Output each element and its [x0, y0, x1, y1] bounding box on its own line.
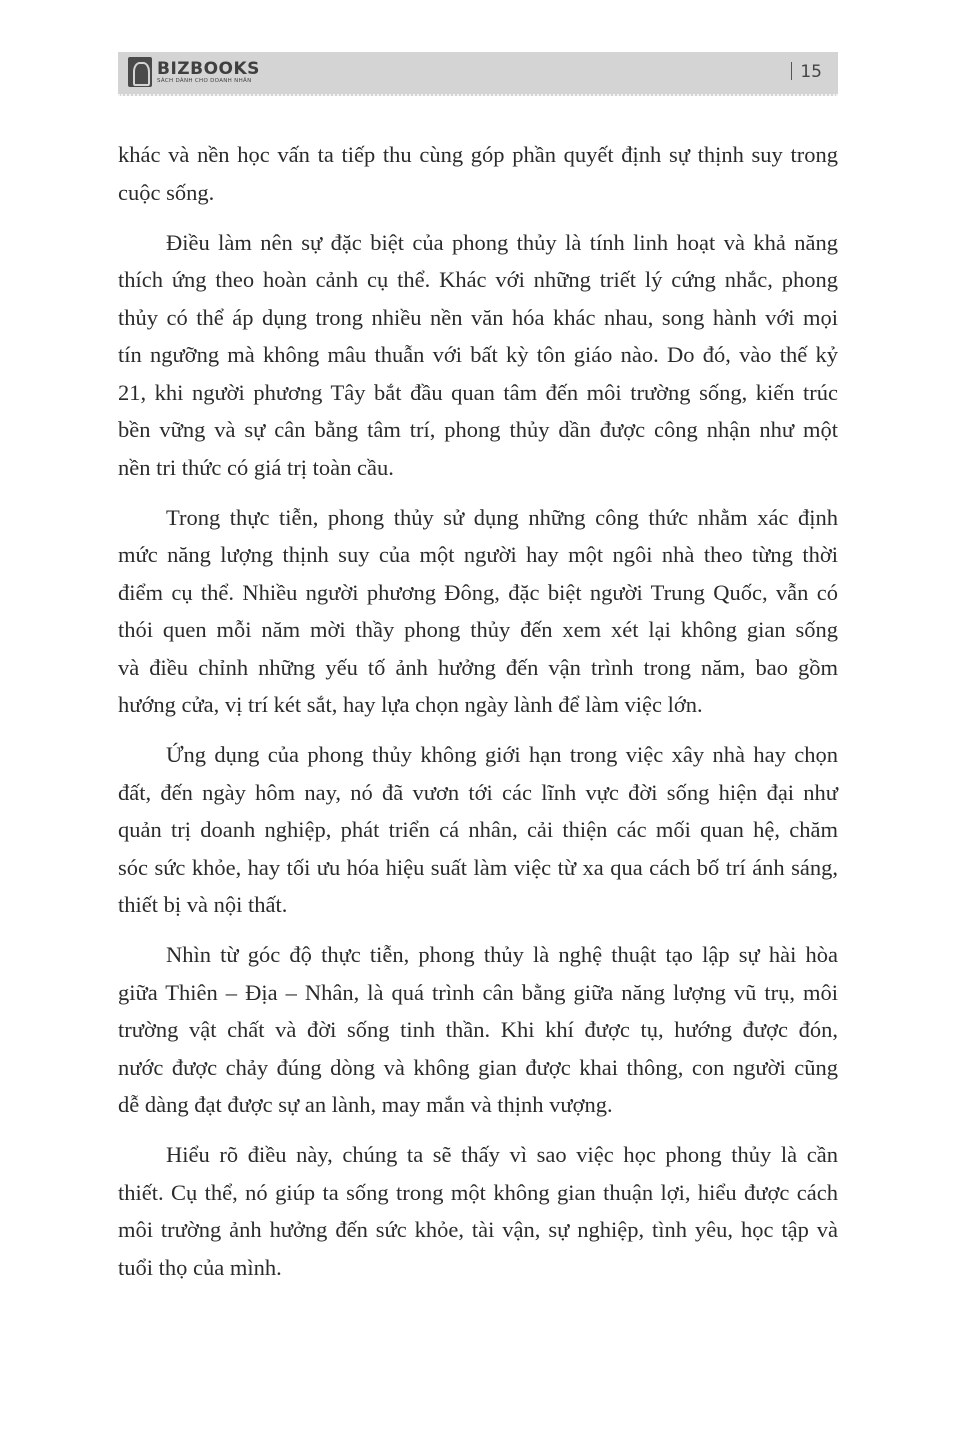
divider	[791, 62, 792, 80]
text-line: Ứng dụng của phong thủy không giới hạn trong việc xây nhà hay chọn	[166, 742, 838, 767]
text-line: Hiểu rõ điều này, chúng ta sẽ thấy vì sao việc học phong thủy là cần	[166, 1142, 838, 1167]
text-line: thiết. Cụ thể, nó giúp ta sống trong một không gian thuận lợi, hiểu được cách	[118, 1179, 838, 1205]
text-line: và điều chỉnh những yếu tố ảnh hưởng đến vận trình trong năm, bao gồm	[118, 654, 838, 680]
paragraph	[118, 736, 838, 924]
text-line: hướng cửa, vị trí két sắt, hay lựa chọn ngày lành để làm việc lớn.	[118, 692, 703, 717]
paragraph	[118, 499, 838, 724]
text-line: bền vững và sự cân bằng tâm trí, phong thủy dần được công nhận như một	[118, 417, 838, 442]
text-line: Điều làm nên sự đặc biệt của phong thủy là tính linh hoạt và khả năng	[166, 229, 838, 255]
text-line: nước được chảy đúng dòng và không gian được khai thông, con người cũng	[118, 1054, 838, 1080]
body-text	[118, 136, 838, 1299]
text-line: giữa Thiên – Địa – Nhân, là quá trình cân bằng giữa năng lượng vũ trụ, môi	[118, 979, 838, 1005]
logo-icon	[128, 57, 152, 87]
text-line: thủy có thể áp dụng trong nhiều nền văn hóa khác nhau, song hành với mọi	[118, 304, 838, 330]
text-line: tuổi thọ của mình.	[118, 1254, 282, 1280]
text-line: nền tri thức có giá trị toàn cầu.	[118, 454, 394, 480]
text-line: 21, khi người phương Tây bắt đầu quan tâm đến môi trường sống, kiến trúc	[118, 379, 838, 405]
text-line: Nhìn từ góc độ thực tiễn, phong thủy là nghệ thuật tạo lập sự hài hòa	[166, 942, 838, 967]
text-line: thiết bị và nội thất.	[118, 892, 288, 917]
paragraph	[118, 224, 838, 487]
brand-tagline: SÁCH DÀNH CHO DOANH NHÂN	[157, 78, 252, 84]
text-line: trường vật chất và đời sống tinh thần. Khi khí được tụ, hướng được đón,	[118, 1017, 838, 1042]
text-line: điểm cụ thể. Nhiều người phương Đông, đặc biệt người Trung Quốc, vẫn có	[118, 579, 838, 605]
text-line: tín ngưỡng mà không mâu thuẫn với bất kỳ tôn giáo nào. Do đó, vào thế kỷ	[118, 342, 838, 367]
page-header	[118, 52, 838, 96]
text-line: thích ứng theo hoàn cảnh cụ thể. Khác với những triết lý cứng nhắc, phong	[118, 267, 838, 292]
page-number-text: 15	[800, 62, 822, 82]
text-line: quản trị doanh nghiệp, phát triển cá nhân, cải thiện các mối quan hệ, chăm	[118, 817, 838, 842]
paragraph	[118, 136, 838, 211]
paragraph	[118, 936, 838, 1124]
page-number	[791, 62, 822, 82]
text-line: khác và nền học vấn ta tiếp thu cùng góp phần quyết định sự thịnh suy trong	[118, 142, 838, 167]
text-line: mức năng lượng thịnh suy của một người hay một ngôi nhà theo từng thời	[118, 542, 838, 567]
text-line: thói quen mỗi năm mời thầy phong thủy đến xem xét lại không gian sống	[118, 617, 838, 642]
text-line: môi trường ảnh hưởng đến sức khỏe, tài vận, sự nghiệp, tình yêu, học tập và	[118, 1217, 838, 1242]
text-line: đất, đến ngày hôm nay, nó đã vươn tới các lĩnh vực đời sống hiện đại như	[118, 779, 838, 805]
bizbooks-logo	[128, 57, 260, 87]
text-line: sóc sức khỏe, hay tối ưu hóa hiệu suất làm việc từ xa qua cách bố trí ánh sáng,	[118, 854, 838, 880]
paragraph	[118, 1136, 838, 1286]
text-line: dễ dàng đạt được sự an lành, may mắn và thịnh vượng.	[118, 1092, 613, 1117]
text-line: Trong thực tiễn, phong thủy sử dụng những công thức nhằm xác định	[166, 504, 838, 530]
brand-name: BIZBOOKS	[157, 59, 260, 79]
text-line: cuộc sống.	[118, 179, 215, 205]
